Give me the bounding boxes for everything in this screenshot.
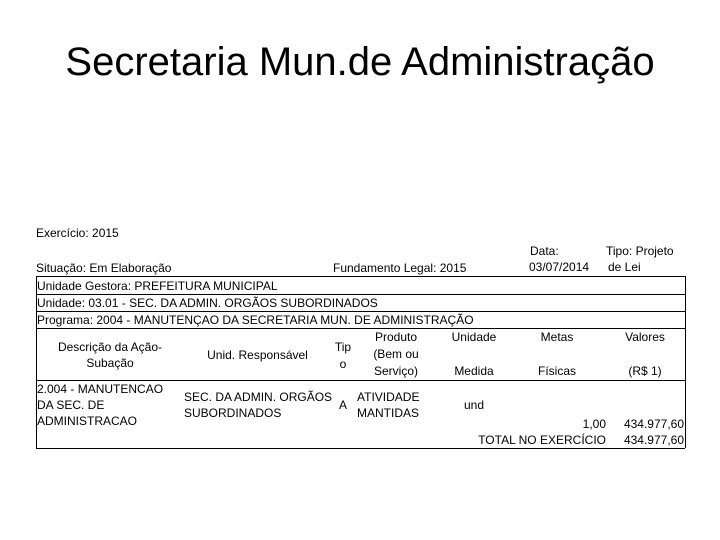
tipo-label: Tipo: Projeto — [606, 244, 674, 258]
table-divider — [36, 294, 685, 295]
header-tipo: o — [339, 357, 347, 371]
row-produto: MANTIDAS — [357, 406, 420, 420]
header-produto: Serviço) — [373, 364, 418, 378]
total-value: 434.977,60 — [623, 433, 684, 447]
row-valores: 434.977,60 — [623, 417, 684, 431]
table-border-bottom — [36, 448, 685, 449]
header-unidade-medida: Unidade — [451, 330, 497, 344]
row-unidade-medida: und — [463, 398, 485, 412]
fundamento-label: Fundamento Legal: 2015 — [333, 261, 467, 275]
table-border-right — [685, 276, 686, 448]
data-value: 03/07/2014 — [529, 260, 590, 274]
row-unid-responsavel: SUBORDINADOS — [184, 406, 282, 420]
header-descricao: Subação — [86, 356, 134, 370]
unidade-gestora: Unidade Gestora: PREFEITURA MUNICIPAL — [37, 279, 278, 293]
row-descricao: ADMINISTRACAO — [37, 414, 138, 428]
row-produto: ATIVIDADE — [357, 390, 420, 404]
unidade: Unidade: 03.01 - SEC. DA ADMIN. ORGÃOS SUBORDINADOS — [37, 296, 378, 310]
programa: Programa: 2004 - MANUTENÇAO DA SECRETARIA MUN. DE ADMINISTRAÇÃO — [37, 313, 474, 327]
table-divider — [36, 328, 685, 329]
exercicio-label: Exercício: 2015 — [36, 226, 119, 240]
table-border-top — [36, 276, 685, 277]
page-title: Secretaria Mun.de Administração — [65, 40, 655, 84]
row-descricao: DA SEC. DE — [37, 398, 105, 412]
total-label: TOTAL NO EXERCÍCIO — [478, 433, 606, 447]
tipo-value: de Lei — [608, 260, 641, 274]
header-metas: Metas — [540, 330, 574, 344]
header-produto: Produto — [374, 330, 418, 344]
row-unid-responsavel: SEC. DA ADMIN. ORGÃOS — [184, 390, 333, 404]
situacao-label: Situação: Em Elaboração — [36, 261, 172, 275]
header-tipo: Tip — [334, 340, 352, 354]
table-divider — [36, 380, 685, 381]
data-label: Data: — [530, 244, 559, 258]
header-produto: (Bem ou — [373, 347, 419, 361]
header-unid-responsavel: Unid. Responsável — [207, 348, 308, 362]
row-descricao: 2.004 - MANUTENCAO — [37, 382, 164, 396]
row-tipo: A — [338, 398, 347, 412]
header-descricao: Descrição da Ação- — [57, 340, 163, 354]
row-metas: 1,00 — [582, 417, 606, 431]
table-divider — [36, 311, 685, 312]
header-valores: (R$ 1) — [628, 364, 662, 378]
header-metas: Físicas — [537, 364, 576, 378]
header-unidade-medida: Medida — [454, 364, 494, 378]
header-valores: Valores — [625, 330, 665, 344]
